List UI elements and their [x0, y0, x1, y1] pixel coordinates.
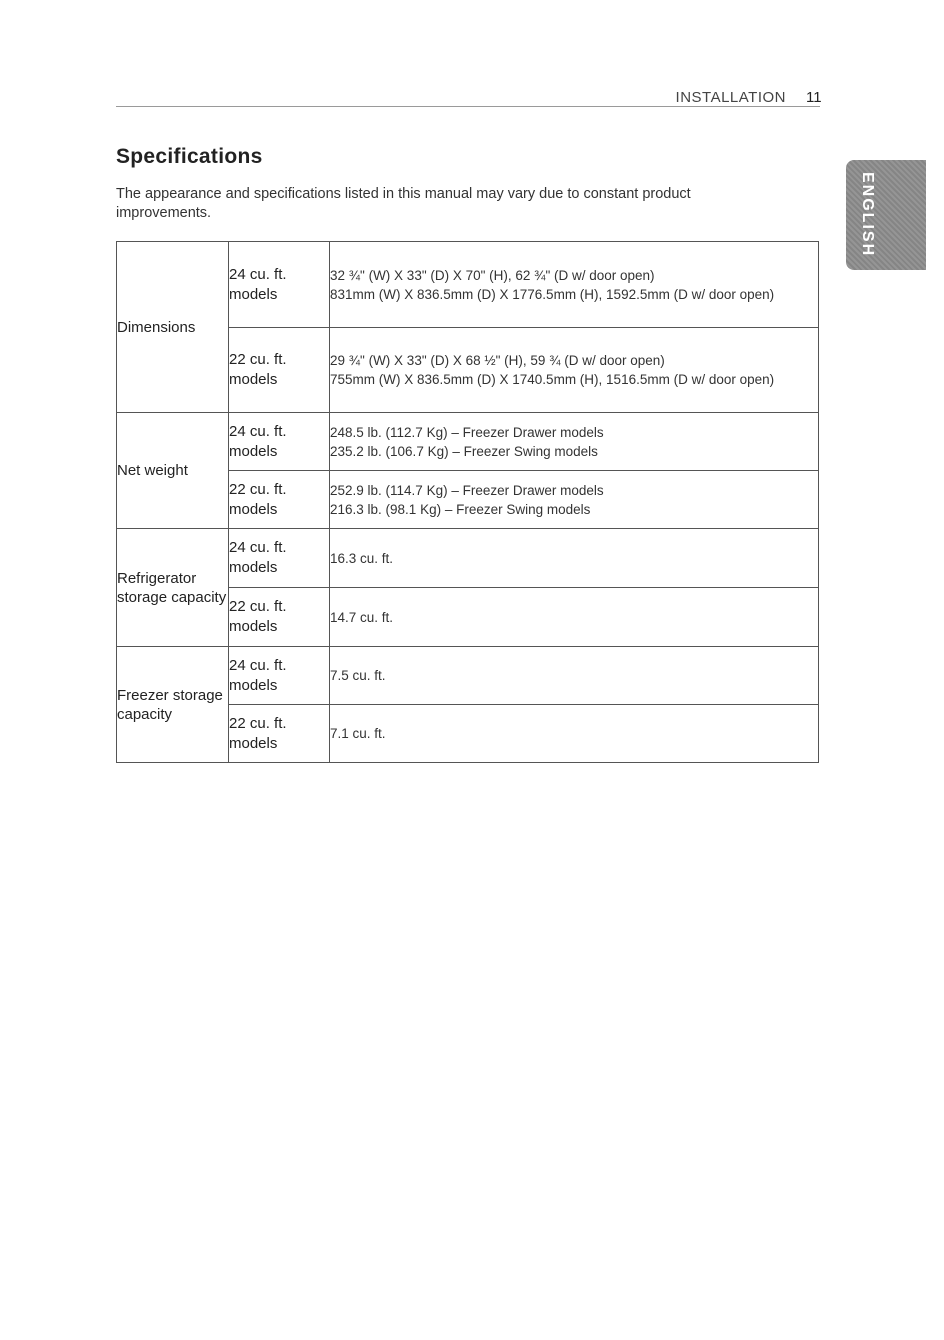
model-cell [229, 471, 330, 529]
model-cell [229, 705, 330, 763]
value-line: 252.9 lb. (114.7 Kg) – Freezer Drawer models [330, 482, 604, 498]
value-cell [330, 242, 819, 328]
value-cell [330, 647, 819, 705]
value-line: 831mm (W) X 836.5mm (D) X 1776.5mm (H), 1592.5mm (D w/ door open) [330, 286, 775, 302]
value-line: 7.1 cu. ft. [330, 726, 386, 741]
value-line: 14.7 cu. ft. [330, 609, 394, 625]
page-number: 11 [806, 89, 822, 106]
table-row [117, 413, 819, 471]
intro-paragraph: The appearance and specifications listed in this manual may vary due to constant product improvements. [116, 186, 691, 221]
category-label: Dimensions [117, 318, 196, 336]
table-row [117, 529, 819, 588]
model-label: 22 cu. ft. models [229, 480, 287, 518]
model-cell [229, 242, 330, 328]
model-cell [229, 647, 330, 705]
model-label: 24 cu. ft. models [229, 265, 287, 303]
value-cell [330, 705, 819, 763]
model-cell [229, 588, 330, 647]
value-line: 16.3 cu. ft. [330, 550, 394, 566]
model-label: 24 cu. ft. models [229, 422, 287, 460]
model-label: 22 cu. ft. models [229, 351, 287, 388]
category-cell [117, 242, 229, 413]
value-cell [330, 328, 819, 413]
category-cell [117, 413, 229, 529]
table-row [117, 647, 819, 705]
value-line: 29 ¾" (W) X 33" (D) X 68 ½" (H), 59 ¾ (D w/ door open) [330, 353, 665, 368]
category-cell [117, 647, 229, 763]
value-line: 7.5 cu. ft. [330, 668, 386, 683]
model-label: 22 cu. ft. models [229, 598, 287, 635]
value-line: 32 ¾" (W) X 33" (D) X 70" (H), 62 ¾" (D w/ door open) [330, 267, 655, 283]
category-label: Freezer storage capacity [117, 686, 223, 723]
model-cell [229, 328, 330, 413]
model-label: 24 cu. ft. models [229, 539, 287, 576]
value-line: 248.5 lb. (112.7 Kg) – Freezer Drawer models [330, 424, 604, 440]
model-label: 24 cu. ft. models [229, 656, 287, 694]
model-label: 22 cu. ft. models [229, 714, 287, 752]
value-line: 755mm (W) X 836.5mm (D) X 1740.5mm (H), 1516.5mm (D w/ door open) [330, 372, 775, 387]
value-cell [330, 471, 819, 529]
language-tab-label: ENGLISH [859, 172, 876, 258]
page-title: Specifications [116, 145, 263, 168]
value-cell [330, 529, 819, 588]
header-section-title: INSTALLATION [675, 89, 786, 106]
table-row [117, 242, 819, 328]
specifications-table [116, 241, 819, 763]
model-cell [229, 413, 330, 471]
value-line: 216.3 lb. (98.1 Kg) – Freezer Swing models [330, 501, 591, 517]
header-divider [116, 106, 820, 107]
value-cell [330, 588, 819, 647]
model-cell [229, 529, 330, 588]
value-line: 235.2 lb. (106.7 Kg) – Freezer Swing models [330, 443, 598, 459]
value-cell [330, 413, 819, 471]
category-cell [117, 529, 229, 647]
category-label: Net weight [117, 462, 188, 479]
category-label: Refrigerator storage capacity [117, 569, 227, 606]
